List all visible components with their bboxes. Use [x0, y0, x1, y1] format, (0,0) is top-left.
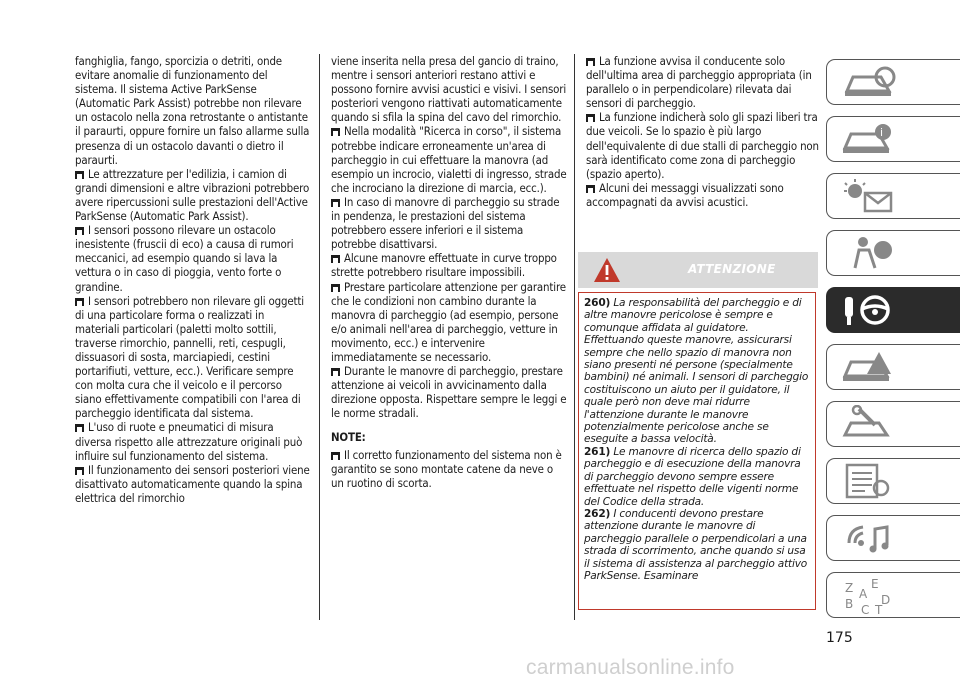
- paragraph: [331, 195, 567, 251]
- paragraph: [331, 54, 567, 124]
- page-number: 175: [826, 630, 853, 646]
- warning-item: [584, 297, 810, 446]
- svg-text:E: E: [871, 577, 879, 591]
- bullet-icon: [331, 284, 340, 292]
- paragraph-text: I sensori potrebbero non rilevare gli oggetti di una particolare forma o realizzati in materiali particolari (paletti molto sottili, traverse rimorchio, pannelli, reti, cespugli, dissuasori di sosta, marciapiedi, cestini portarifiuti, vetture, ecc.). Verificare sempre con molta cura che il veicolo e il percorso siano effettivamente compatibili con l'area di parcheggio identificata dal sistema.: [75, 293, 304, 421]
- svg-text:A: A: [859, 587, 868, 601]
- paragraph-text: Alcune manovre effettuate in curve troppo strette potrebbero risultare impossibili.: [331, 251, 557, 280]
- svg-text:T: T: [875, 603, 883, 616]
- lights-mail-icon: [839, 177, 899, 215]
- tab-multimedia[interactable]: [826, 515, 960, 561]
- bullet-icon: [75, 467, 84, 475]
- paragraph: [586, 54, 820, 110]
- svg-text:D: D: [881, 593, 891, 607]
- warning-header: [578, 252, 818, 288]
- bullet-icon: [75, 424, 84, 432]
- svg-text:B: B: [845, 597, 854, 611]
- specifications-icon: [839, 462, 899, 500]
- bullet-icon: [331, 368, 340, 376]
- text-column-2: [331, 54, 567, 490]
- bullet-icon: [586, 58, 595, 66]
- text-column-3: [586, 54, 820, 209]
- note-heading: NOTE:: [331, 430, 366, 445]
- tab-car-dashboard[interactable]: [826, 59, 960, 105]
- paragraph-text: fanghiglia, fango, sporcizia o detriti, onde evitare anomalie di funzionamento del sistema. Il sistema Active ParkSense (Automatic Park Assist) potrebbe non rilevare un ostacolo nella zona retrostante o antistante il paraurti, oppure fornire un falso allarme sulla presenza di un ostacolo davanti o dietro il paraurti.: [75, 54, 310, 167]
- paragraph-text: Nella modalità "Ricerca in corso", il sistema potrebbe indicare erroneamente un'area di parcheggio in cui effettuare la manovra (ad esempio un incrocio, vialetti di ingresso, strade che incrociano la direzione di marcia, ecc.).: [331, 124, 567, 195]
- bullet-icon: [331, 128, 340, 136]
- bullet-icon: [331, 452, 340, 460]
- warning-box: [578, 292, 816, 610]
- paragraph-text: Il corretto funzionamento del sistema non è garantito se sono montate catene da neve o un ruotino di scorta.: [331, 447, 562, 490]
- paragraph: [331, 280, 567, 365]
- paragraph: [586, 181, 820, 209]
- watermark: carmanualsonline.info: [526, 656, 735, 679]
- warning-item-number: 261): [584, 445, 611, 458]
- paragraph: [75, 294, 311, 421]
- svg-text:C: C: [861, 603, 870, 616]
- tab-car-warning[interactable]: [826, 344, 960, 390]
- warning-item-number: 262): [584, 507, 611, 520]
- tab-alphabet-index[interactable]: [826, 572, 960, 618]
- warning-item-text: I conducenti devono prestare attenzione durante le manovre di parcheggio parallele o perpendicolari a una strada di scorrimento, anche quando si usa il sistema di assistenza al parcheggio attivo ParkSense. Esaminare: [584, 507, 808, 582]
- car-warning-icon: [839, 348, 899, 386]
- warning-item: [584, 446, 810, 508]
- bullet-icon: [75, 298, 84, 306]
- paragraph-text: Alcuni dei messaggi visualizzati sono accompagnati da avvisi acustici.: [586, 180, 784, 209]
- warning-text: [584, 297, 810, 582]
- paragraph: [331, 364, 567, 420]
- tab-airbag[interactable]: [826, 230, 960, 276]
- bullet-icon: [331, 255, 340, 263]
- warning-title: ATTENZIONE: [688, 262, 776, 276]
- paragraph: [331, 251, 567, 279]
- warning-item-text: La responsabilità del parcheggio e di altre manovre pericolose è sempre e comunque affidata al guidatore. Effettuando queste manovre, assicurarsi sempre che nello spazio di manovra non siano presenti né persone (specialmente bambini) né animali. I sensori di parcheggio costituiscono un aiuto per il guidatore, il quale però non deve mai ridurre l'attenzione durante le manovre potenzialmente pericolose anche se eseguite a bassa velocità.: [584, 297, 809, 446]
- paragraph: [75, 167, 311, 223]
- paragraph-text: viene inserita nella presa del gancio di traino, mentre i sensori anteriori restano attivi e possono fornire avvisi acustici e visivi. I sensori posteriori vengono riattivati automaticamente quando si sfila la spina del cavo del rimorchio.: [331, 54, 567, 125]
- svg-text:Z: Z: [845, 581, 854, 595]
- paragraph: [75, 463, 311, 505]
- car-info-icon: [839, 120, 899, 158]
- column-divider: [574, 54, 575, 620]
- paragraph-text: I sensori possono rilevare un ostacolo inesistente (fruscii di eco) a causa di rumori meccanici, ad esempio quando si lava la vettura o in caso di pioggia, vento forte o grandine.: [75, 223, 294, 294]
- bullet-icon: [586, 114, 595, 122]
- paragraph-text: La funzione avvisa il conducente solo dell'ultima area di parcheggio appropriata (in parallelo o in perpendicolare) rilevata dai sensori di parcheggio.: [586, 54, 812, 111]
- warning-triangle-icon: [592, 256, 622, 284]
- warning-item: [584, 508, 810, 582]
- warning-item-number: 260): [584, 297, 611, 309]
- key-steering-wheel-icon: [839, 291, 899, 329]
- paragraph: [586, 110, 820, 180]
- paragraph: [75, 54, 311, 167]
- alphabet-index-icon: [839, 576, 899, 616]
- bullet-icon: [586, 185, 595, 193]
- paragraph-text: Le attrezzature per l'edilizia, i camion di grandi dimensioni e altre vibrazioni potrebbero avere ripercussioni sulle prestazioni dell'Active ParkSense (Automatic Park Assist).: [75, 166, 310, 224]
- bullet-icon: [75, 227, 84, 235]
- paragraph-text: Prestare particolare attenzione per garantire che le condizioni non cambino durante la manovra di parcheggio (ad esempio, persone e/o animali nell'area di parcheggio, vetture in movimento, ecc.) e intervenire immediatamente se necessario.: [331, 279, 566, 364]
- airbag-icon: [839, 234, 899, 272]
- column-divider: [319, 54, 320, 620]
- bullet-icon: [75, 171, 84, 179]
- paragraph: [331, 448, 567, 490]
- wrench-car-icon: [839, 405, 899, 443]
- tab-wrench-car[interactable]: [826, 401, 960, 447]
- paragraph-text: In caso di manovre di parcheggio su strade in pendenza, le prestazioni del sistema potrebbero essere inferiori e il sistema potrebbe disattivarsi.: [331, 194, 560, 252]
- paragraph-text: L'uso di ruote e pneumatici di misura diversa rispetto alle attrezzature originali può influire sul funzionamento del sistema.: [75, 420, 303, 463]
- text-column-1: [75, 54, 311, 505]
- paragraph: [75, 223, 311, 293]
- paragraph-text: Il funzionamento dei sensori posteriori viene disattivato automaticamente quando la spina elettrica del rimorchio: [75, 462, 310, 505]
- tab-car-info[interactable]: [826, 116, 960, 162]
- paragraph: [331, 124, 567, 194]
- car-dashboard-icon: [839, 63, 899, 101]
- paragraph-text: Durante le manovre di parcheggio, prestare attenzione ai veicoli in avvicinamento dalla direzione opposta. Rispettare sempre le leggi e le norme stradali.: [331, 364, 567, 421]
- paragraph: [75, 420, 311, 462]
- bullet-icon: [331, 199, 340, 207]
- multimedia-icon: [839, 519, 899, 557]
- warning-item-text: Le manovre di ricerca dello spazio di parcheggio e di esecuzione della manovra di parcheggio devono sempre essere effettuate nel rispetto delle vigenti norme del Codice della strada.: [584, 445, 801, 508]
- tab-lights-mail[interactable]: [826, 173, 960, 219]
- tab-key-steering-wheel[interactable]: [826, 287, 960, 333]
- paragraph-text: La funzione indicherà solo gli spazi liberi tra due veicoli. Se lo spazio è più largo dell'equivalente di due stalli di parcheggio non sarà identificato come zona di parcheggio (spazio aperto).: [586, 110, 819, 181]
- tab-specifications[interactable]: [826, 458, 960, 504]
- svg-text:i: i: [880, 126, 884, 139]
